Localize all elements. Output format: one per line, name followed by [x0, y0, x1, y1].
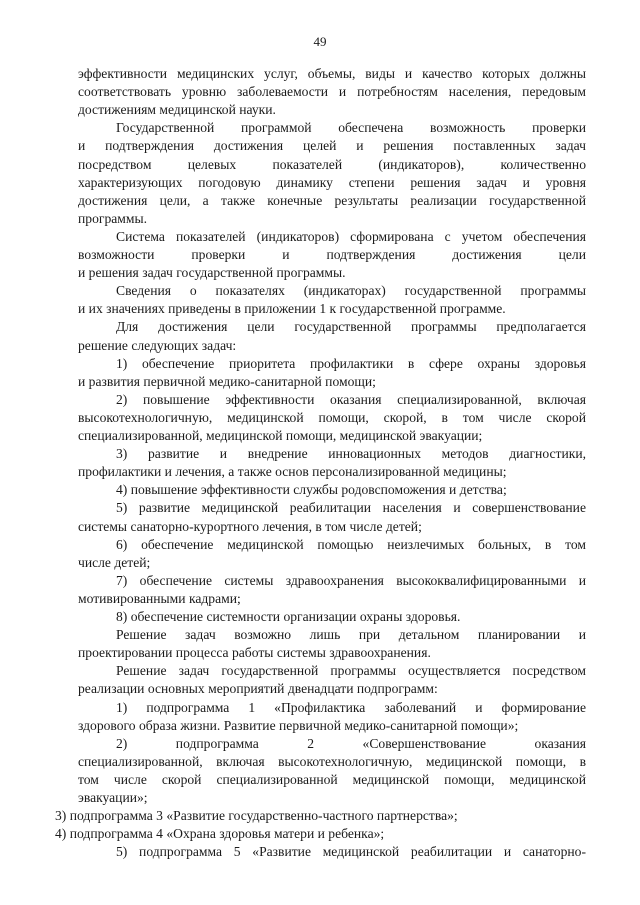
text-line: Решение задач возможно лишь при детальном планировании и	[116, 627, 586, 643]
text-line: числе детей;	[78, 554, 151, 570]
text-line: 2) повышение эффективности оказания специализированной, включая	[116, 391, 586, 407]
text-line: эвакуации»;	[78, 790, 148, 805]
text-line: 1) обеспечение приоритета профилактики в сфере охраны здоровья	[116, 355, 586, 371]
text-line: программы.	[78, 210, 148, 226]
text-line: 4) повышение эффективности службы родовспоможения и детства;	[116, 482, 507, 498]
text-line: 2) подпрограмма 2 «Совершенствование оказания	[116, 735, 586, 751]
text-line: 6) обеспечение медицинской помощью неизлечимых больных, в том	[116, 536, 586, 552]
text-line: эффективности медицинских услуг, объемы, виды и качество которых должны	[78, 66, 586, 81]
text-line: системы санаторно-курортного лечения, в том числе детей;	[78, 518, 422, 534]
page-number: 49	[313, 34, 327, 49]
text-line: профилактики и лечения, а также основ персонализированной медицины;	[78, 464, 507, 480]
text-line: Сведения о показателях (индикаторах) государственной программы	[116, 283, 586, 299]
text-line: 8) обеспечение системности организации охраны здоровья.	[116, 609, 461, 624]
text-line: достижения цели, а также конечные результаты реализации государственной	[78, 192, 586, 208]
text-line: Государственной программой обеспечена возможность проверки	[116, 120, 586, 136]
text-line: реализации основных мероприятий двенадцати подпрограмм:	[78, 681, 438, 697]
text-line: 5) развитие медицинской реабилитации населения и совершенствование	[116, 500, 586, 516]
text-line: специализированной, включая высокотехнологичную, медицинской помощи, в	[78, 753, 586, 769]
text-line: достижениям медицинской науки.	[78, 102, 276, 118]
text-line: характеризующих погодовую динамику степени решения задач и уровня	[78, 174, 586, 190]
text-line: Решение задач государственной программы осуществляется посредством	[116, 663, 586, 679]
text-line: 7) обеспечение системы здравоохранения высококвалифицированными и	[116, 572, 586, 588]
text-line: и их значениях приведены в приложении 1 к государственной программе.	[78, 301, 506, 317]
text-line: 3) развитие и внедрение инновационных методов диагностики,	[116, 446, 586, 462]
text-line: посредством целевых показателей (индикаторов), количественно	[78, 156, 586, 172]
text-line: здорового образа жизни. Развитие первичной медико-санитарной помощи»;	[78, 717, 519, 733]
text-line: 3) подпрограмма 3 «Развитие государственно-частного партнерства»;	[55, 808, 458, 824]
text-line: Для достижения цели государственной программы предполагается	[116, 319, 586, 335]
text-line: Система показателей (индикаторов) сформирована с учетом обеспечения	[116, 228, 586, 244]
text-line: решение следующих задач:	[78, 337, 237, 353]
text-line: возможности проверки и подтверждения достижения цели	[78, 247, 586, 262]
text-line: том числе скорой специализированной медицинской помощи, медицинской	[78, 771, 586, 787]
text-line: специализированной, медицинской помощи, медицинской эвакуации;	[78, 428, 483, 443]
text-line: проектировании процесса работы системы здравоохранения.	[78, 645, 431, 661]
text-line: 5) подпрограмма 5 «Развитие медицинской реабилитации и санаторно-	[116, 844, 586, 860]
text-line: соответствовать уровню заболеваемости и потребностям населения, передовым	[78, 84, 586, 100]
text-line: 1) подпрограмма 1 «Профилактика заболеваний и формирование	[116, 699, 586, 715]
text-line: и подтверждения достижения целей и решения поставленных задач	[78, 138, 586, 154]
text-line: и развития первичной медико-санитарной помощи;	[78, 373, 376, 389]
text-line: 4) подпрограмма 4 «Охрана здоровья матери и ребенка»;	[55, 826, 385, 842]
text-line: мотивированными кадрами;	[78, 590, 241, 606]
text-line: и решения задач государственной программы.	[78, 265, 346, 281]
text-line: высокотехнологичную, медицинской помощи, скорой, в том числе скорой	[78, 409, 586, 425]
